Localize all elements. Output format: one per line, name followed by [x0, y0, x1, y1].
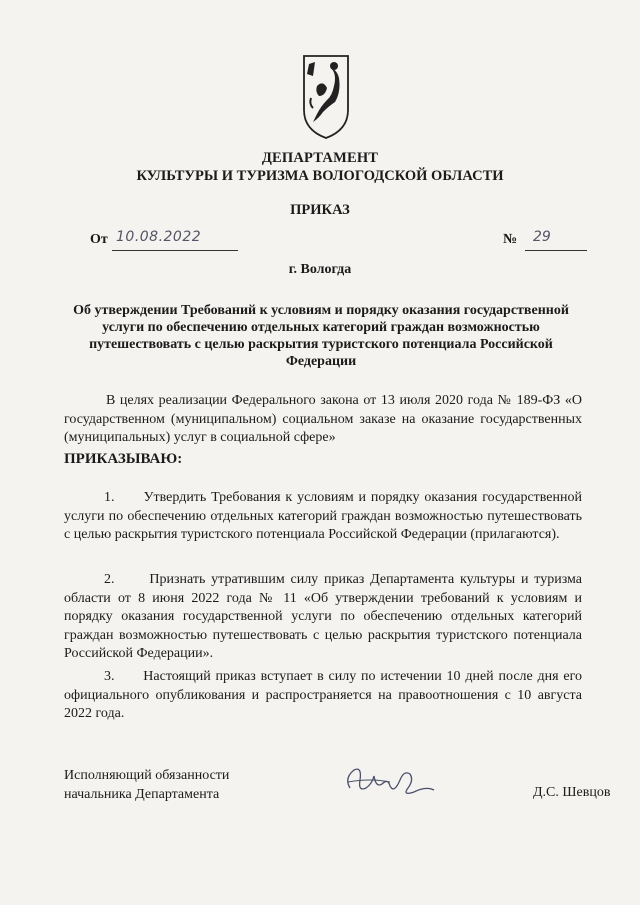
city: г. Вологда [288, 262, 352, 277]
department-title-line2: КУЛЬТУРЫ И ТУРИЗМА ВОЛОГОДСКОЙ ОБЛАСТИ [136, 168, 504, 184]
order-item-2: 2. Признать утратившим силу приказ Департамента культуры и туризма области от 8 июня 2022 года № 11 «Об утверждении требований к условиям и порядку оказания государственной услуги по обеспечению отдельных категорий граждан возможностью путешествовать с целью раскрытия туристского потенциала Российской Федерации». [64, 572, 582, 661]
order-item-1: 1. Утвердить Требования к условиям и порядку оказания государственной услуги по обеспечению отдельных категорий граждан возможностью путешествовать с целью раскрытия туристского потенциала Российской Федерации (прилагаются). [64, 490, 582, 542]
signatory-position-line1: Исполняющий обязанности [64, 768, 230, 783]
signatory-position [64, 766, 229, 804]
signatory-position-line2: начальника Департамента [64, 787, 220, 802]
number-field [525, 228, 587, 251]
order-item-3: 3. Настоящий приказ вступает в силу по истечении 10 дней после дня его официального опубликования и распространяется на правоотношения с 10 августа 2022 года. [64, 669, 582, 721]
date-label: От [90, 232, 108, 247]
date-field [112, 228, 238, 251]
orders-heading: ПРИКАЗЫВАЮ: [64, 451, 183, 467]
number-value: 29 [533, 229, 551, 245]
document-type: ПРИКАЗ [290, 202, 350, 218]
intro-paragraph: В целях реализации Федерального закона от 13 июля 2020 года № 189-ФЗ «О государственном (муниципальном) социальном заказе на оказание государственных (муниципальных) услуг в социальной сфере» [64, 393, 582, 445]
department-title-line1: ДЕПАРТАМЕНТ [261, 150, 379, 166]
date-value: 10.08.2022 [116, 229, 202, 245]
document-subject: Об утверждении Требований к условиям и порядку оказания государственной услуги по обеспечению отдельных категорий граждан возможностью путешествовать с целью раскрытия туристского потенциала Российской Федерации [73, 303, 569, 369]
number-label: № [503, 232, 518, 247]
coat-of-arms-icon [301, 52, 351, 140]
signatory-name: Д.С. Шевцов [533, 785, 611, 800]
handwritten-signature [340, 758, 440, 804]
